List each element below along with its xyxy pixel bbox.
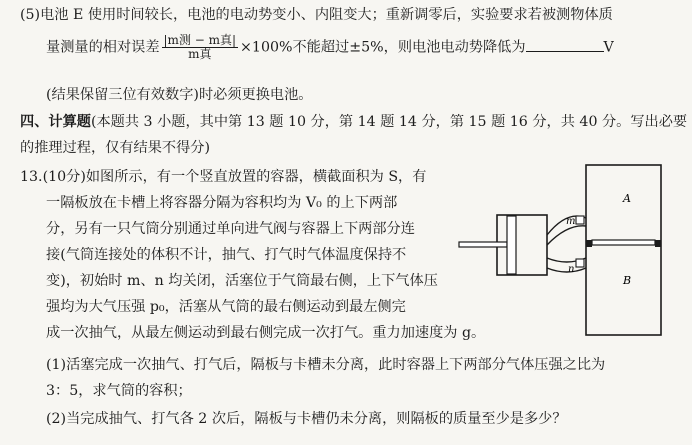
q5-line-3: (结果保留三位有效数字)时必须更换电池。 — [46, 87, 313, 103]
section-4-title: 四、计算题 — [20, 114, 91, 130]
fraction-denominator: m真 — [188, 47, 212, 61]
q13-line-6: 强均为大气压强 p₀，活塞从气筒的最右侧运动到最左侧完 — [46, 299, 406, 315]
q5-line-1: (5)电池 E 使用时间较长，电池的电动势变小、内阻变大；重新调零后，实验要求若被测物体质 — [20, 7, 613, 23]
label-m: m — [566, 216, 576, 227]
partition-plate — [592, 240, 655, 245]
relative-error-fraction — [162, 34, 239, 61]
answer-blank[interactable] — [526, 37, 604, 52]
q13-line-5: 变)，初始时 m、n 均关闭，活塞位于气筒最右侧，上下气体压 — [46, 273, 438, 289]
label-A: A — [623, 192, 631, 205]
q5-line-2 — [46, 34, 614, 61]
section-4-description: (本题共 3 小题，其中第 13 题 10 分，第 14 题 14 分，第 15 题 16 分，共 40 分。写出必要 — [90, 114, 688, 130]
q13-line-1: 13.(10分)如图所示，有一个竖直放置的容器，横截面积为 S，有 — [20, 169, 427, 185]
fraction-numerator: |m测 − m真| — [163, 33, 237, 47]
q13-line-7: 成一次抽气，从最左侧运动到最右侧完成一次打气。重力加速度为 g。 — [46, 325, 486, 341]
piston — [507, 216, 516, 274]
q13-line-2: 一隔板放在卡槽上将容器分隔为容积均为 V₀ 的上下两部 — [46, 195, 398, 211]
q13-line-4: 接(气筒连接处的体积不计，抽气、打气时气体温度保持不 — [46, 247, 407, 263]
label-B: B — [623, 274, 632, 287]
q13-sub-1-line-1: (1)活塞完成一次抽气、打气后，隔板与卡槽未分离，此时容器上下两部分气体压强之比为 — [46, 357, 606, 373]
piston-rod — [459, 242, 507, 247]
q5-line-2-prefix: 量测量的相对误差 — [46, 39, 160, 56]
section-4-line-2: 的推理过程，仅有结果不得分) — [20, 140, 210, 156]
container-pump-figure — [455, 160, 670, 340]
section-4-header — [20, 113, 687, 131]
q13-sub-1-line-2: 3：5，求气筒的容积； — [46, 383, 192, 399]
container-outline — [586, 165, 661, 335]
q13-sub-2: (2)当完成抽气、打气各 2 次后，隔板与卡槽仍未分离，则隔板的质量至少是多少？ — [46, 411, 567, 427]
q5-line-2-middle: ×100%不能超过±5%，则电池电动势降低为 — [240, 39, 526, 56]
unit-label: V — [603, 39, 614, 56]
right-groove — [655, 240, 661, 247]
q13-line-3: 分，另有一只气筒分别通过单向进气阀与容器上下两部分连 — [46, 221, 415, 237]
label-n: n — [568, 264, 575, 275]
left-groove — [586, 240, 592, 247]
